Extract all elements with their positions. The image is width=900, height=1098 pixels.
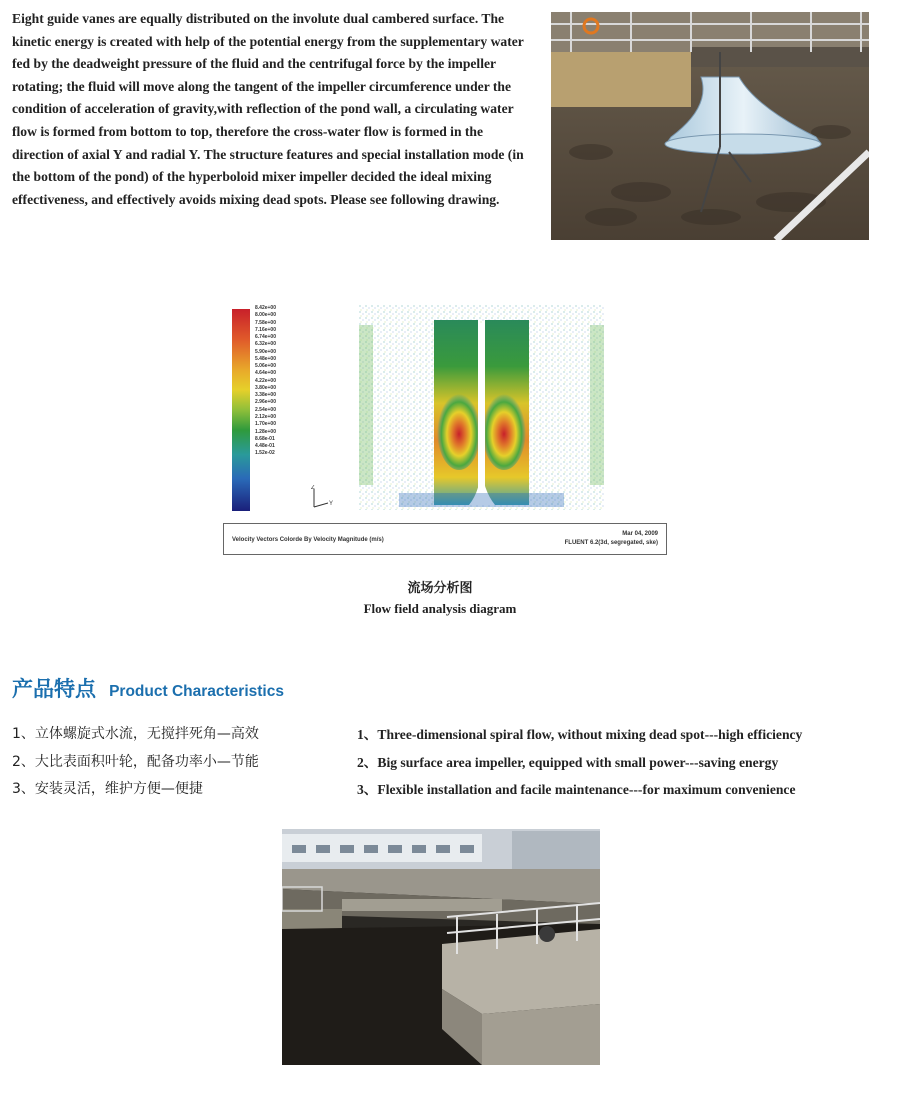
axis-y-label: Y [329, 501, 334, 507]
legend-label: 7.58e+00 [255, 319, 276, 326]
feature-item-en: 3、Flexible installation and facile maintenance---for maximum convenience [357, 782, 796, 797]
legend-label: 1.52e-02 [255, 450, 275, 457]
feature-item-cn: 3、安装灵活，维护方便—便捷 [12, 781, 203, 797]
legend-label: 4.22e+00 [255, 377, 276, 384]
section-header [12, 673, 284, 703]
velocity-legend-bar [232, 309, 250, 511]
installation-photo [282, 829, 600, 1065]
legend-label: 5.90e+00 [255, 348, 276, 355]
legend-label: 6.74e+00 [255, 334, 276, 341]
legend-label: 2.54e+00 [255, 406, 276, 413]
legend-label: 1.70e+00 [255, 421, 276, 428]
feature-item-cn: 2、大比表面积叶轮，配备功率小—节能 [12, 753, 259, 770]
legend-label: 6.32e+00 [255, 341, 276, 348]
legend-label: 2.12e+00 [255, 413, 276, 420]
legend-label: 8.00e+00 [255, 312, 276, 319]
legend-label: 3.80e+00 [255, 384, 276, 391]
flow-caption-description: Velocity Vectors Colorde By Velocity Magnitude (m/s) [232, 537, 384, 543]
legend-label: 7.16e+00 [255, 326, 276, 333]
diagram-caption [300, 577, 580, 619]
diagram-caption-cn: 流场分析图 [407, 580, 473, 595]
feature-item-en: 2、Big surface area impeller, equipped with small power---saving energy [357, 754, 779, 770]
features-list-cn [12, 721, 342, 804]
legend-label: 5.48e+00 [255, 355, 276, 362]
velocity-legend-labels [255, 305, 295, 515]
legend-label: 3.38e+00 [255, 392, 276, 399]
flow-caption-date: Mar 04, 2009 [622, 531, 658, 537]
legend-label: 4.48e-01 [255, 443, 275, 450]
axis-triad-icon [310, 485, 336, 511]
legend-label: 2.96e+00 [255, 399, 276, 406]
section-title-en: Product Characteristics [109, 683, 284, 700]
legend-label: 5.06e+00 [255, 363, 276, 370]
legend-label: 1.28e+00 [255, 428, 276, 435]
features-list-en [357, 721, 887, 804]
feature-item-en: 1、Three-dimensional spiral flow, without mixing dead spot---high efficiency [357, 727, 803, 742]
legend-label: 8.68e-01 [255, 435, 275, 442]
legend-label: 8.42e+00 [255, 305, 276, 311]
flow-field-diagram [223, 295, 673, 560]
legend-label: 4.64e+00 [255, 370, 276, 377]
feature-item-cn: 1、立体螺旋式水流，无搅拌死角—高效 [12, 726, 259, 742]
diagram-caption-en: Flow field analysis diagram [363, 601, 517, 616]
axis-z-label: Z [311, 485, 315, 491]
velocity-field-plot [359, 305, 604, 510]
intro-paragraph: Eight guide vanes are equally distributed on the involute dual cambered surface. The kinetic energy is created with help of the potential energy from the supplementary water fed by the deadweight pressure of the fluid and the centrifugal force by the impeller rotating; the fluid will move along the tangent of the impeller circumference under the condition of acceleration of gravity,with reflection of the pond wall, a circulating water flow is formed from bottom to top, therefore the cross-water flow is formed in the direction of axial Y and radial Y. The structure features and special installation mode (in the bottom of the pond) of the hyperboloid mixer impeller decided the ideal mixing effectiveness, and effectively avoids mixing dead spots. Please see following drawing. [12, 11, 524, 207]
flow-diagram-caption-box [223, 523, 667, 555]
section-title-cn: 产品特点 [12, 677, 96, 701]
mixer-photo [551, 12, 869, 240]
flow-caption-solver: FLUENT 6.2(3d, segregated, ske) [564, 540, 658, 546]
